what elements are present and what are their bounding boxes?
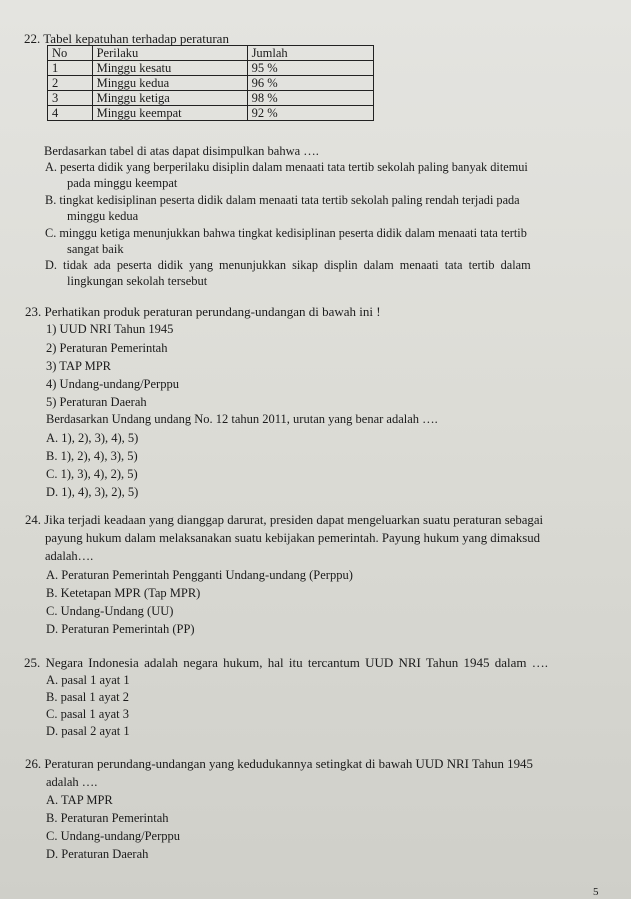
table-cell: 2 (48, 76, 93, 91)
table-cell: 1 (48, 61, 93, 76)
q24-title: 24. Jika terjadi keadaan yang dianggap darurat, presiden dapat mengeluarkan suatu peraturan sebagai (25, 513, 544, 527)
q22-option-b: B. tingkat kedisiplinan peserta didik dalam menaati tata tertib sekolah paling rendah terjadi pada (45, 193, 520, 207)
q24-option-d: D. Peraturan Pemerintah (PP) (46, 622, 195, 636)
q22-stem: Berdasarkan tabel di atas dapat disimpulkan bahwa …. (44, 144, 319, 158)
kepatuhan-table (47, 45, 374, 121)
q22-option-a-cont: pada minggu keempat (67, 176, 178, 190)
q24-option-c: C. Undang-Undang (UU) (46, 604, 174, 618)
q25-option-d: D. pasal 2 ayat 1 (46, 724, 130, 738)
q25-option-a: A. pasal 1 ayat 1 (46, 673, 130, 687)
q22-option-c-cont: sangat baik (67, 242, 124, 256)
table-row (48, 106, 374, 121)
table-header: Jumlah (247, 46, 373, 61)
q24-title-cont: adalah…. (45, 549, 94, 563)
table-cell: 95 % (247, 61, 373, 76)
table-cell: Minggu kesatu (92, 61, 247, 76)
q26-title: 26. Peraturan perundang-undangan yang kedudukannya setingkat di bawah UUD NRI Tahun 1945 (25, 757, 533, 771)
table-cell: 3 (48, 91, 93, 106)
q26-option-b: B. Peraturan Pemerintah (46, 811, 169, 825)
q22-option-b-cont: minggu kedua (67, 209, 139, 223)
q26-option-a: A. TAP MPR (46, 793, 113, 807)
table-row (48, 76, 374, 91)
q22-title: 22. Tabel kepatuhan terhadap peraturan (24, 31, 229, 46)
q25-option-c: C. pasal 1 ayat 3 (46, 707, 129, 721)
q23-option-a: A. 1), 2), 3), 4), 5) (46, 431, 139, 445)
q23-option-d: D. 1), 4), 3), 2), 5) (46, 485, 139, 499)
page-number: 5 (593, 886, 599, 898)
q22-option-c: C. minggu ketiga menunjukkan bahwa tingkat kedisiplinan peserta didik dalam menaati tata tertib (45, 226, 527, 240)
table-row (48, 61, 374, 76)
table-row (48, 91, 374, 106)
q26-option-d: D. Peraturan Daerah (46, 847, 149, 861)
q23-option-c: C. 1), 3), 4), 2), 5) (46, 467, 138, 481)
q23-title: 23. Perhatikan produk peraturan perundang-undangan di bawah ini ! (25, 304, 381, 319)
q24-option-a: A. Peraturan Pemerintah Pengganti Undang-undang (Perppu) (46, 568, 353, 582)
table-header-row (48, 46, 374, 61)
q23-option-b: B. 1), 2), 4), 3), 5) (46, 449, 138, 463)
q25-option-b: B. pasal 1 ayat 2 (46, 690, 129, 704)
q23-item-1: 1) UUD NRI Tahun 1945 (46, 322, 174, 336)
table-cell: 4 (48, 106, 93, 121)
table-cell: 92 % (247, 106, 373, 121)
q26-title-cont: adalah …. (46, 775, 98, 789)
q23-item-4: 4) Undang-undang/Perppu (46, 377, 179, 391)
q22-option-d-cont: lingkungan sekolah tersebut (67, 274, 208, 288)
q26-option-c: C. Undang-undang/Perppu (46, 829, 181, 843)
table-header: Perilaku (92, 46, 247, 61)
q24-title-cont: payung hukum dalam melaksanakan suatu kebijakan pemerintah. Payung hukum yang dimaksud (45, 531, 541, 545)
table-cell: 98 % (247, 91, 373, 106)
table-cell: Minggu kedua (92, 76, 247, 91)
q25-title: 25. Negara Indonesia adalah negara hukum, hal itu tercantum UUD NRI Tahun 1945 dalam …. (24, 655, 548, 670)
q23-item-2: 2) Peraturan Pemerintah (46, 341, 168, 355)
q22-option-d: D. tidak ada peserta didik yang menunjukkan sikap displin dalam menaati tata tertib dalam (45, 258, 531, 272)
table-cell: Minggu ketiga (92, 91, 247, 106)
q23-item-5: 5) Peraturan Daerah (46, 395, 147, 409)
q24-option-b: B. Ketetapan MPR (Tap MPR) (46, 586, 201, 600)
q23-item-3: 3) TAP MPR (46, 359, 111, 373)
table-cell: Minggu keempat (92, 106, 247, 121)
q23-stem: Berdasarkan Undang undang No. 12 tahun 2011, urutan yang benar adalah …. (46, 412, 438, 426)
table-header: No (48, 46, 93, 61)
q22-option-a: A. peserta didik yang berperilaku disiplin dalam menaati tata tertib sekolah paling banyak ditemui (45, 160, 528, 174)
table-cell: 96 % (247, 76, 373, 91)
